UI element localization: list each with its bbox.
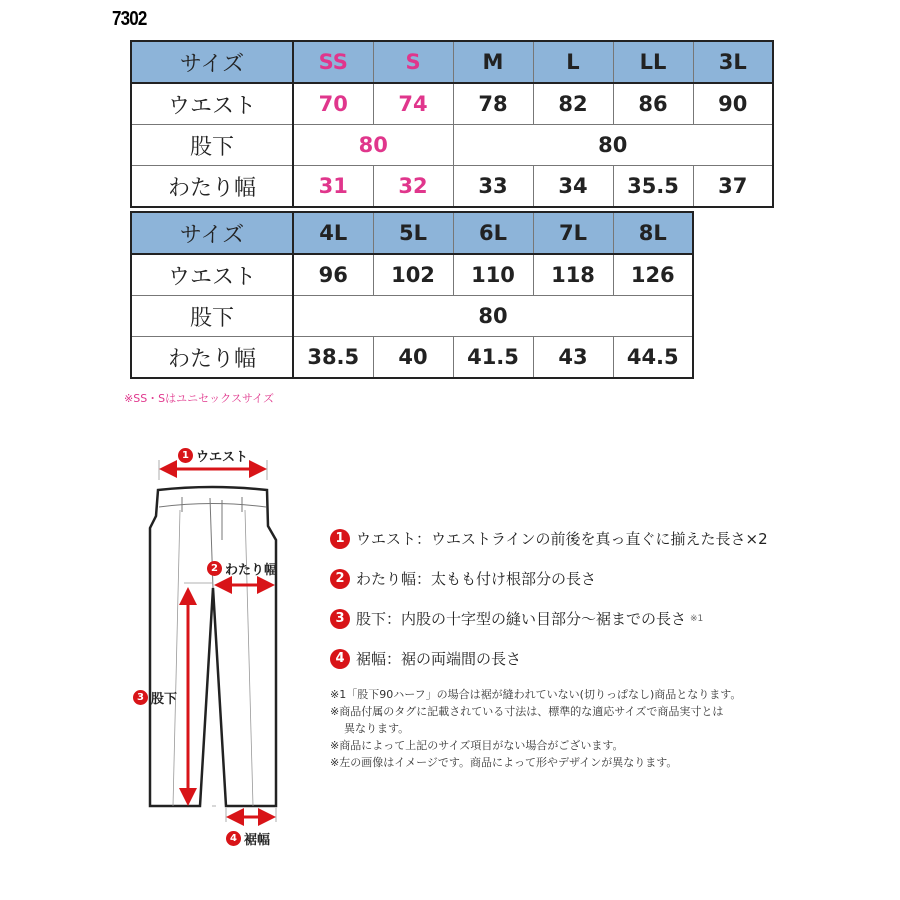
cell: 110 (453, 254, 533, 296)
cell: 82 (533, 83, 613, 125)
number-badge-icon: 4 (226, 831, 241, 846)
legend-item-hem (330, 648, 521, 669)
number-badge-icon: 2 (330, 569, 350, 589)
cell: 44.5 (613, 337, 693, 379)
label-text: わたり幅 (225, 563, 278, 578)
legend-item-waist (330, 528, 768, 549)
cell: 32 (373, 166, 453, 208)
legend-text: 裾幅：裾の両端間の長さ (356, 650, 522, 668)
legend-item-inseam (330, 608, 703, 629)
note: 異なります。 (344, 722, 410, 735)
note: ※左の画像はイメージです。商品によって形やデザインが異なります。 (330, 756, 678, 769)
size-6l: 6L (453, 212, 533, 254)
legend-text: 股下：内股の十字型の縫い目部分〜裾までの長さ (356, 610, 687, 628)
size-4l: 4L (293, 212, 373, 254)
cell: 80 (293, 296, 693, 337)
model-number: 7302 (112, 8, 147, 30)
diagram-label-inseam (133, 688, 177, 707)
cell: 34 (533, 166, 613, 208)
row-label: 股下 (131, 125, 293, 166)
number-badge-icon: 1 (178, 448, 193, 463)
cell: 86 (613, 83, 693, 125)
note: ※商品によって上記のサイズ項目がない場合がございます。 (330, 739, 624, 752)
cell: 102 (373, 254, 453, 296)
size-5l: 5L (373, 212, 453, 254)
cell: 74 (373, 83, 453, 125)
legend-text: わたり幅：太もも付け根部分の長さ (356, 570, 597, 588)
cell: 90 (693, 83, 773, 125)
label-text: ウエスト (196, 450, 249, 465)
size-ll: LL (613, 41, 693, 83)
number-badge-icon: 1 (330, 529, 350, 549)
cell: 118 (533, 254, 613, 296)
cell: 37 (693, 166, 773, 208)
number-badge-icon: 2 (207, 561, 222, 576)
number-badge-icon: 4 (330, 649, 350, 669)
legend-item-thigh (330, 568, 596, 589)
cell: 35.5 (613, 166, 693, 208)
size-3l: 3L (693, 41, 773, 83)
cell: 43 (533, 337, 613, 379)
cell: 80 (453, 125, 773, 166)
cell: 70 (293, 83, 373, 125)
label-text: 裾幅 (244, 833, 271, 848)
unisex-note: ※SS・Sはユニセックスサイズ (124, 392, 274, 405)
cell: 31 (293, 166, 373, 208)
size-8l: 8L (613, 212, 693, 254)
size-m: M (453, 41, 533, 83)
number-badge-icon: 3 (133, 690, 148, 705)
label-text: 股下 (151, 692, 178, 707)
cell: 41.5 (453, 337, 533, 379)
cell: 40 (373, 337, 453, 379)
size-s: S (373, 41, 453, 83)
size-l: L (533, 41, 613, 83)
footnote-ref: ※1 (690, 613, 704, 624)
row-label: わたり幅 (131, 166, 293, 208)
diagram-label-waist (178, 446, 248, 465)
diagram-label-hem (226, 829, 270, 848)
diagram-label-thigh (207, 559, 277, 578)
cell: 33 (453, 166, 533, 208)
size-ss: SS (293, 41, 373, 83)
cell: 96 (293, 254, 373, 296)
note: ※1「股下90ハーフ」の場合は裾が縫われていない(切りっぱなし)商品となります。 (330, 688, 742, 701)
row-label: ウエスト (131, 83, 293, 125)
cell: 126 (613, 254, 693, 296)
header-label: サイズ (131, 41, 293, 83)
row-label: 股下 (131, 296, 293, 337)
cell: 78 (453, 83, 533, 125)
pants-outline (150, 460, 276, 822)
cell: 80 (293, 125, 453, 166)
legend-text: ウエスト：ウエストラインの前後を真っ直ぐに揃えた長さ×2 (356, 530, 768, 548)
number-badge-icon: 3 (330, 609, 350, 629)
note: ※商品付属のタグに記載されている寸法は、標準的な適応サイズで商品実寸とは (330, 705, 724, 718)
row-label: ウエスト (131, 254, 293, 296)
cell: 38.5 (293, 337, 373, 379)
notes (330, 686, 741, 771)
row-label: わたり幅 (131, 337, 293, 379)
header-label: サイズ (131, 212, 293, 254)
size-7l: 7L (533, 212, 613, 254)
